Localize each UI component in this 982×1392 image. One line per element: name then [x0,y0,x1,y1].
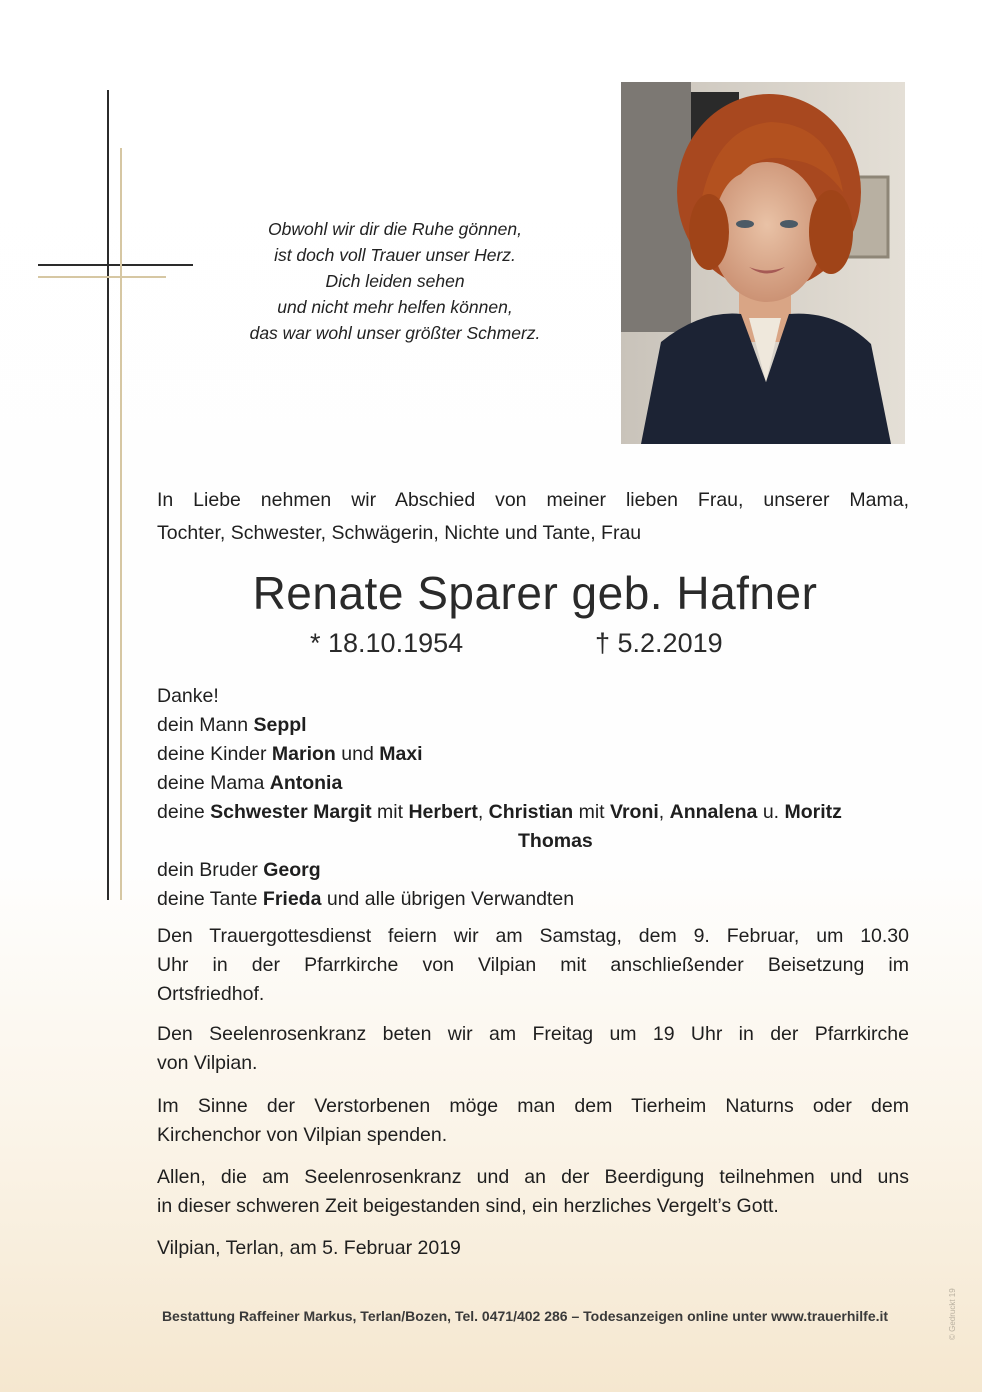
mourner-name: Frieda [262,888,322,910]
paragraph-line: Kirchenchor von Vilpian spenden. [157,1124,448,1146]
mourner-name: Moritz [784,801,842,823]
birth-date: * 18.10.1954 [310,628,464,658]
poem-line: Dich leiden sehen [325,271,465,291]
cross-vertical-gold [120,148,122,900]
paragraph-line: Ortsfriedhof. [157,983,265,1005]
intro-line: Tochter, Schwester, Schwägerin, Nichte und Tante, Frau [157,522,642,544]
mourner-name: Seppl [253,714,307,736]
mourner-row [157,856,917,885]
paragraph-line: Den Seelenrosenkranz beten wir am Freitag um 19 Uhr in der Pfarrkirche [157,1023,909,1045]
thanks-paragraph [157,1163,909,1221]
mourner-row [157,740,917,769]
poem-line: Obwohl wir dir die Ruhe gönnen, [268,219,522,239]
relation-text: , [477,801,489,823]
mourner-name: Annalena [669,801,758,823]
relation-text: deine [157,801,211,823]
relation-text: mit [573,801,611,823]
relation-text: dein Mann [157,714,254,736]
relation-text: und [335,743,380,765]
intro-line: In Liebe nehmen wir Abschied von meiner lieben Frau, unserer Mama, [157,489,909,511]
paragraph-line: Uhr in der Pfarrkirche von Vilpian mit anschließender Beisetzung im [157,954,909,976]
portrait-photo [621,82,905,444]
mourner-row [157,711,917,740]
relation-text: deine Kinder [157,743,272,765]
place-date [157,1234,909,1263]
mourners-list [157,682,917,914]
relation-text: und alle übrigen Verwandten [321,888,575,910]
service-paragraph [157,922,909,1009]
poem-line: und nicht mehr helfen können, [277,297,513,317]
mourner-name: Herbert [408,801,478,823]
mourner-name: Marion [271,743,336,765]
portrait-illustration [621,82,905,444]
mourner-row [157,798,917,827]
intro-text [157,484,909,550]
mourner-name: Maxi [379,743,423,765]
thanks-heading: Danke! [157,685,219,707]
paragraph-line: Im Sinne der Verstorbenen möge man dem Tierheim Naturns oder dem [157,1095,909,1117]
rosary-paragraph [157,1020,909,1078]
relation-text: deine Tante [157,888,263,910]
paragraph-line: Allen, die am Seelenrosenkranz und an der Beerdigung teilnehmen und uns [157,1166,909,1188]
cross-horizontal-gold [38,276,166,278]
poem-line: das war wohl unser größter Schmerz. [249,323,541,343]
funeral-home-footer: Bestattung Raffeiner Markus, Terlan/Bozen, Tel. 0471/402 286 – Todesanzeigen online unter www.trauerhilfe.it [161,1308,889,1324]
poem-line: ist doch voll Trauer unser Herz. [274,245,516,265]
relation-text: u. [757,801,785,823]
memorial-poem [200,216,590,346]
mourner-row [157,827,917,856]
mourner-name: Christian [488,801,574,823]
mourner-name: Vroni [610,801,659,823]
cross-vertical-dark [107,90,109,900]
relation-text: mit [371,801,409,823]
mourner-row [157,769,917,798]
mourner-row [157,885,917,914]
relation-text: dein Bruder [157,859,264,881]
paragraph-line: in dieser schweren Zeit beigestanden sind, ein herzliches Vergelt’s Gott. [157,1195,779,1217]
deceased-name: Renate Sparer geb. Hafner [252,567,818,619]
mourner-name: Thomas [518,830,593,852]
relation-text: , [658,801,670,823]
donation-paragraph [157,1092,909,1150]
paragraph-line: Den Trauergottesdienst feiern wir am Samstag, dem 9. Februar, um 10.30 [157,925,909,947]
mourner-name: Antonia [269,772,343,794]
mourner-name: Georg [263,859,321,881]
paragraph-line: von Vilpian. [157,1052,258,1074]
place-date-text: Vilpian, Terlan, am 5. Februar 2019 [157,1237,461,1259]
relation-text: deine Mama [157,772,270,794]
print-watermark: © Gedruckt 19 [948,1288,957,1340]
cross-horizontal-dark [38,264,193,266]
death-date: † 5.2.2019 [595,628,723,658]
mourner-name: Schwester Margit [210,801,372,823]
